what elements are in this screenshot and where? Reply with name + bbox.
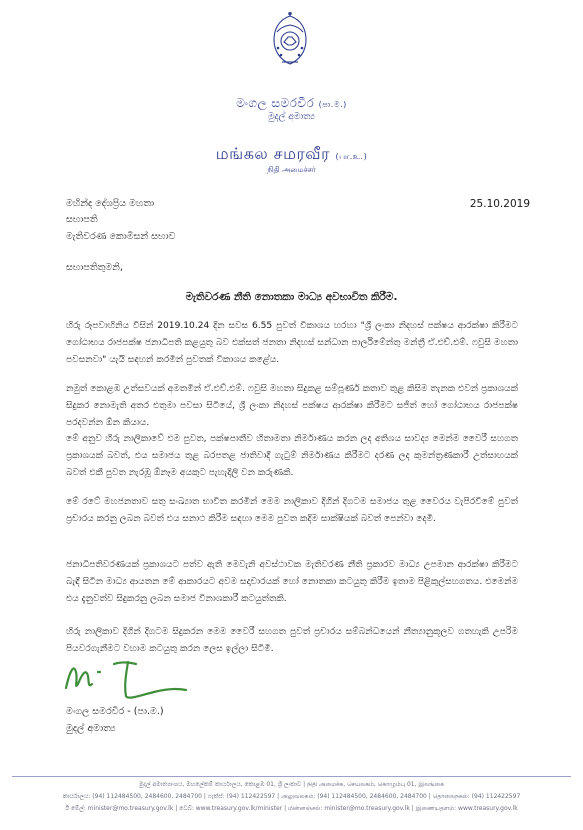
salutation: සභාපතිතුමනි, [66,262,123,273]
letterhead-name-sinhala-text: මංගල සමරවීර [236,96,315,110]
footer-phones: කාර්යාලය: (94) 112484500, 2484600, 2484700 | ෆැක්ස්: (94) 112422597 | அலுவலகம்: (94) 112484500, 2484600, 2484700 | தொலைநகல்: (94) 112422597 [62,793,521,800]
footer-address: මුදල් අමාත්‍යාංශය, මහලේකම් කාර්යාලය, කොළඹ 01, ශ්‍රී ලංකාව | நிதி அமைச்சு, செயலகம், கொழும்பு 01, இலங்கை [139,781,444,788]
letterhead-name-tamil [0,144,583,165]
body-paragraph-2: නමුත් කොළඹ උත්සවයක් අමතමින් ඒ.එච්.එම්. ෆවුසි මහතා සිදුකළ සම්පූර්ණ කතාව තුළ කිසිම තැනක එවන් ප්‍රකාශයක් සිදුකර නොමැති අතර එතුමා පවසා සිටියේ, ශ්‍රී ලංකා නිදහස් පක්ෂය ආරක්ෂා කිරීමට සජිත් හෝ ගෝඨාභය රාජපක්ෂ පරදවන්න ඕන කියාය. [66,384,518,428]
handwritten-signature [62,650,192,706]
letterhead-name-sinhala [0,96,583,111]
addressee-organization: මැතිවරණ කොමිසන් සභාව [66,231,176,242]
body-paragraph-3: මේ අනුව හිරු නාලිකාවේ එම පුවත, පක්ෂපාතීව හිතාමතා නිර්මාණය කරන ලද අතිශය සාවද්‍ය මෙන්ම වෛරී සහගත ප්‍රකාශයක් බවත්, එය සමාජය තුළ බරපතළ ජාතිවාදී ගැටුම් නිර්මාණය කිරීමට දරණ ලද කුමන්ත්‍රණකාරී උත්සාහයක් බවත් එකී පුවත නැරඹූ ඕනෑම අයකුට පැහැදිලි වන කරුණකි. [66,434,518,478]
body-paragraph-5: ජනාධිපතිවරණයක් ප්‍රකාශයට පත්ව ඇති මෙවැනි අවස්ථාවක මැතිවරණ නීති ප්‍රකාරව මාධ්‍ය උපමාන ආරක්ෂා කිරීමට බැඳී සිටින මාධ්‍ය ආයතන මේ ආකාරයට අවම සදාචාරයක් හෝ නොතකා කටයුතු කිරීම ඉතාම පිළිකුල්සහගතය. එමෙන්ම එය දැනුවත්ව සිදුකරනු ලබන සමාජ විනාශකාරී කටයුත්තකි. [66,560,518,604]
signatory-name: මංගල සමරවීර - (පා.ම.) [66,706,164,717]
signatory-title: මුදල් අමාත්‍ය [66,723,116,734]
letter-subject: මැතිවරණ නීති නොතකා මාධ්‍ය අවභාවිත කිරීම. [185,291,398,303]
footer-web: ඊ මේල්: minister@mo.treasury.gov.lk | වෙබ්: www.treasury.gov.lk/minister | மின்னஞ்சல்: minister@mo.treasury.gov.lk | இணையதளம்: www.treasury.gov.lk [65,805,518,812]
letter-date: 25.10.2019 [469,198,530,210]
letterhead-title-tamil: நிதி அமைச்சர் [267,165,316,174]
national-emblem-icon [268,12,312,68]
addressee-position: සභාපති [66,214,98,225]
addressee-name: මහින්ද දේශප්‍රිය මහතා [66,198,155,209]
letterhead-title-sinhala: මුදල් අමාත්‍ය [268,112,315,122]
letterhead-name-tamil-text: மங்கல சமரவீர [215,144,330,163]
letterhead-name-sinhala-suffix: (පා.ම.) [318,100,347,109]
body-paragraph-6: හිරු නාලිකාව දිගින් දිගටම සිදුකරන මෙම වෛරී සහගත පුවත් ප්‍රචාරය සම්බන්ධයෙන් නීත්‍යානුකූලව ගතහැකි උපරිම පියවරගැනීමට වහාම කටයුතු කරන ලෙස ඉල්ලා සිටිමි. [66,627,518,654]
footer-divider [12,776,571,777]
body-paragraph-4: මේ රටේ මහජනතාව සතු සංඛ්‍යාත භාවිත කරමින් මෙම නාලිකාව දිගින් දිගටම සමාජය තුළ වෛරය වැපිරවීමේ පුවත් ප්‍රචාරය කරනු ලබන බවත් එය සනාථ කිරීම සඳහා මෙම පුවත කදිම සාක්ෂියක් බවත් පෙන්වා දෙමි. [66,497,518,524]
letterhead-name-tamil-suffix: (பா.உ.) [335,152,368,161]
body-paragraph-1: හිරු රූපවාහිනිය විසින් 2019.10.24 දින සවස 6.55 පුවත් විකාශය හරහා "ශ්‍රී ලංකා නිදහස් පක්ෂය ආරක්ෂා කිරීමට ගෝඨාභය රාජපක්ෂ ජනාධිපති කළයුතු බව එක්සත් ජනතා නිදහස් සන්ධාන පාර්ලිමේන්තු මන්ත්‍රී ඒ.එච්.එම්. ෆවුසි මහතා පවසනවා" යැයි සඳහන් කරමින් පුවතක් විකාශය කළේය. [66,321,518,365]
